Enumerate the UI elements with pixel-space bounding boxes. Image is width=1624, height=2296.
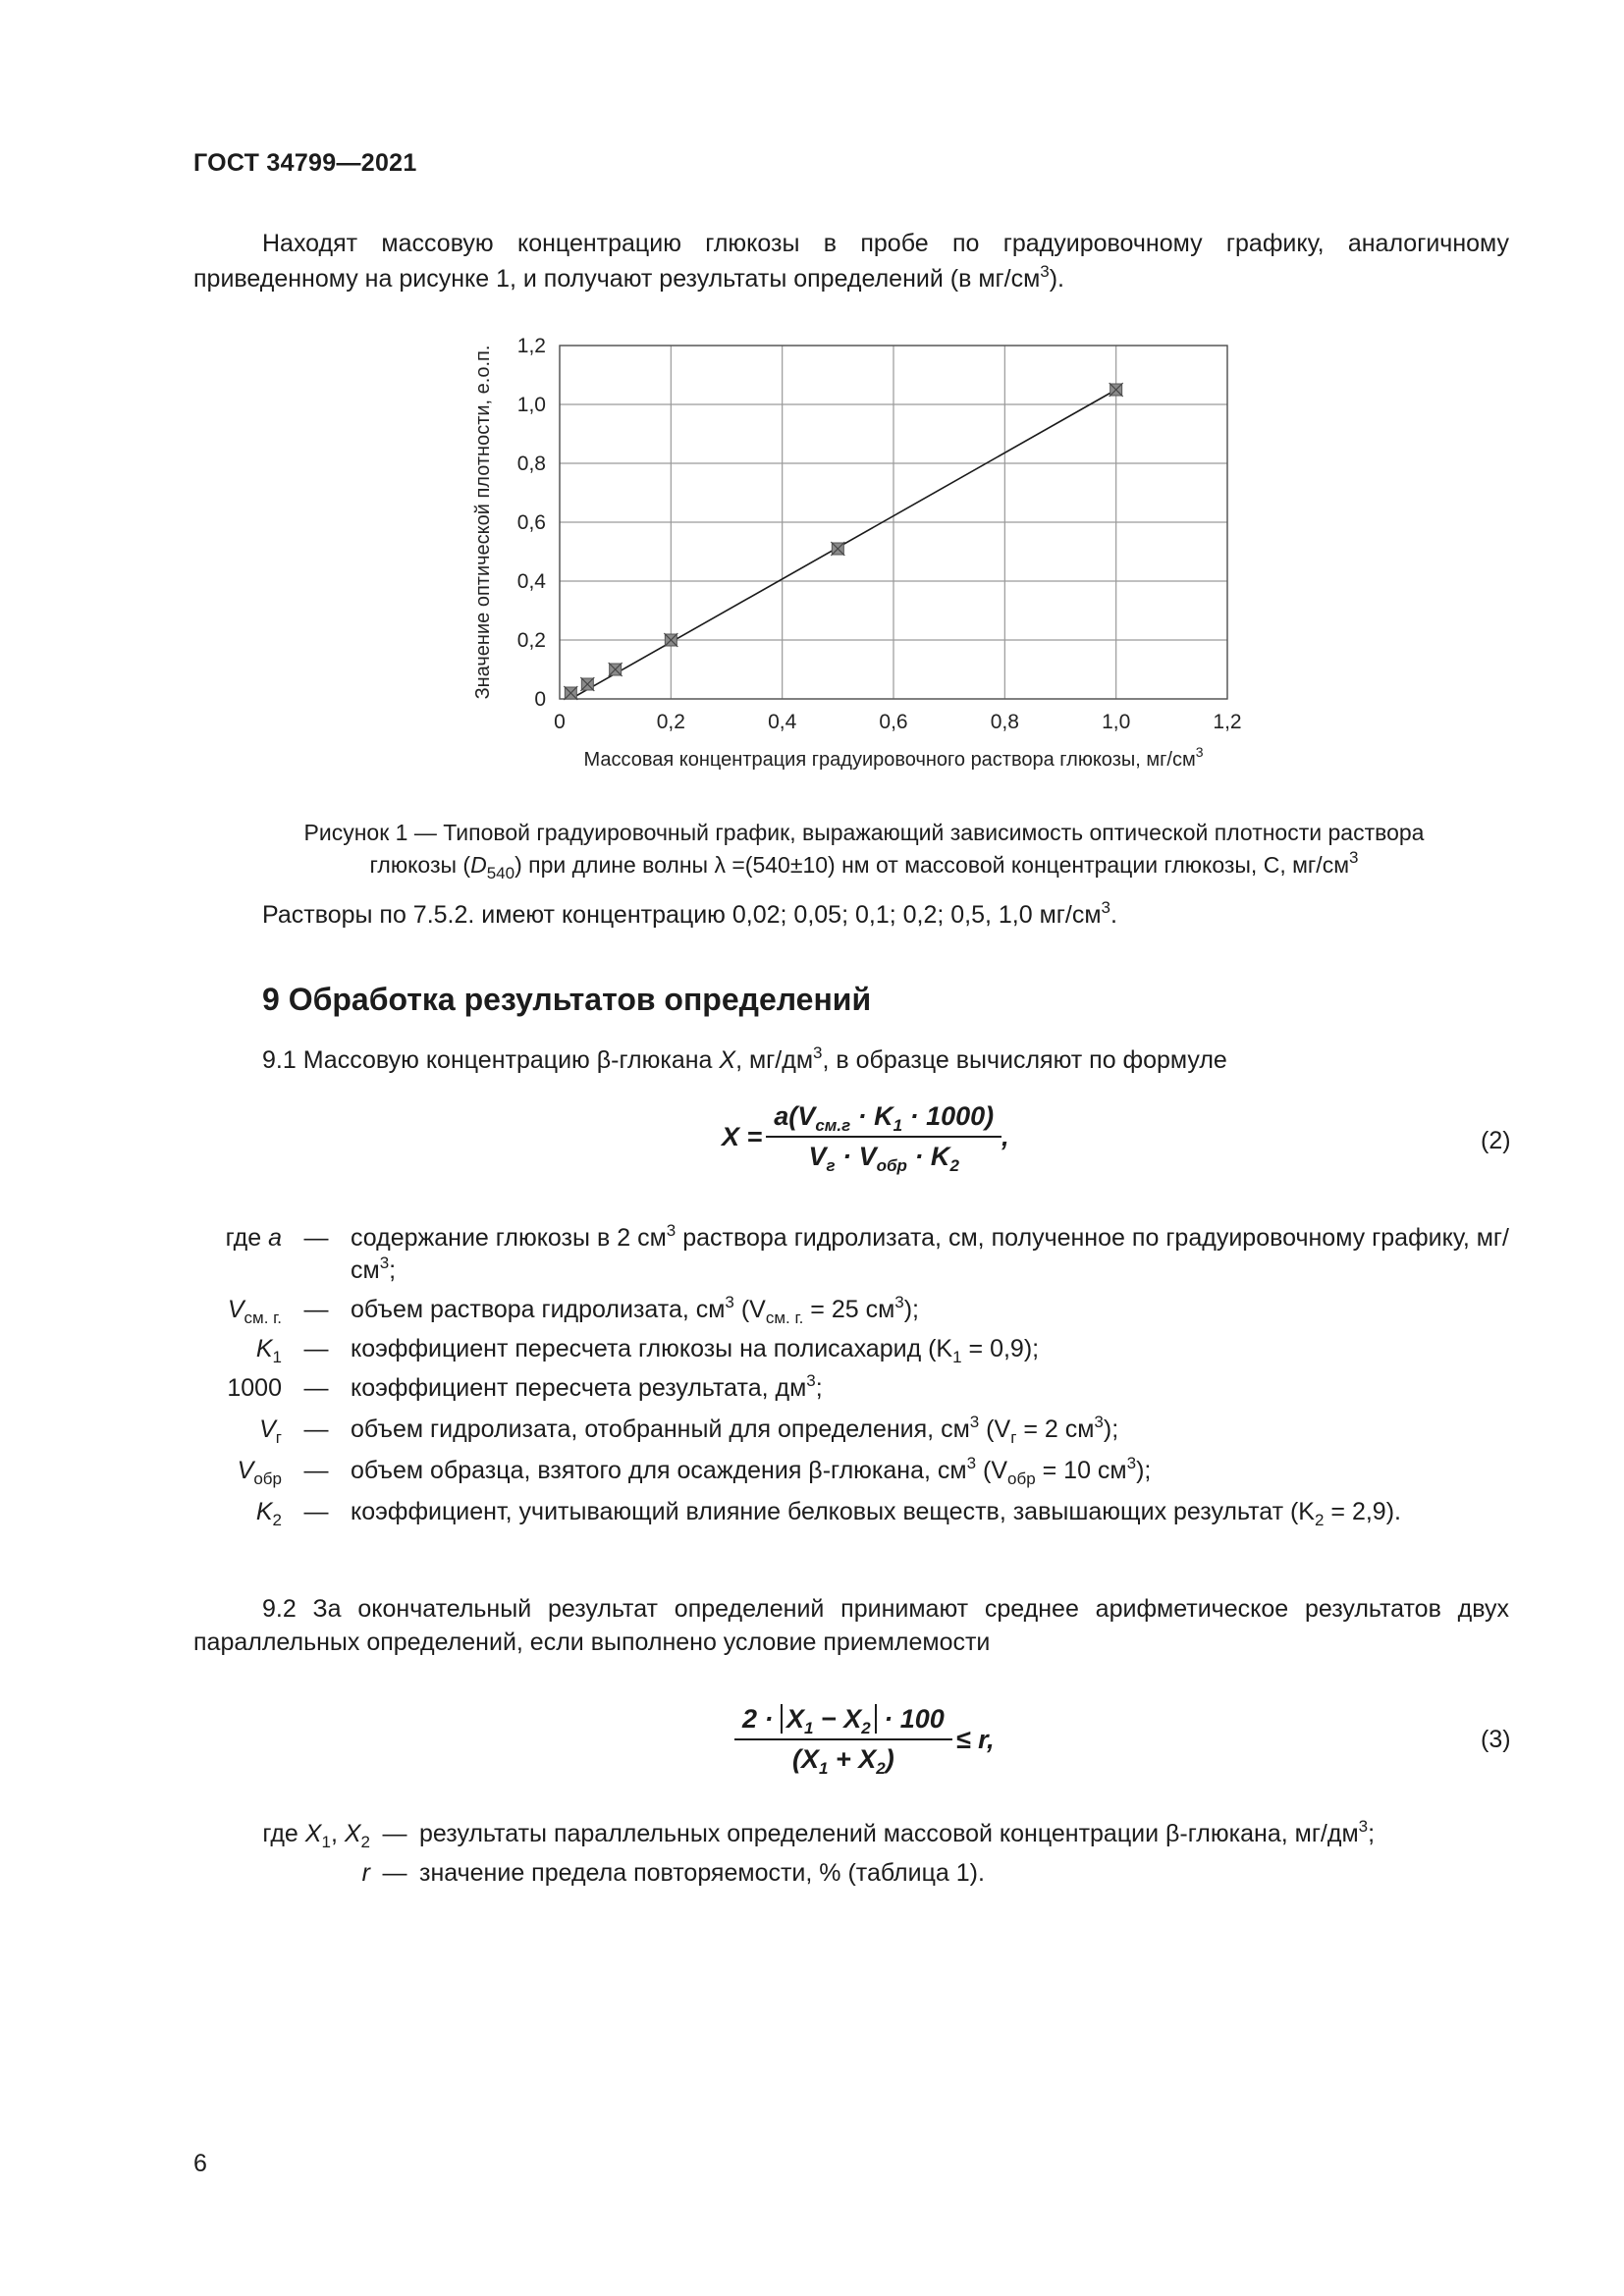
definition-row: $V_{см. г.}$ — объем раствора гидролизата, $см^3$ ($V_{см. г.} = 25$ $см^3$); — [227, 1293, 920, 1327]
y-axis-label: Значение оптической плотности, е.о.п. — [472, 345, 494, 700]
paragraph-9-1: 9.1 Массовую концентрацию β-глюкана X, $мг/дм^3$, в образце вычисляют по формуле — [262, 1043, 1227, 1074]
formula-2-fraction — [770, 1101, 998, 1175]
solutions-paragraph: Растворы по 7.5.2. имеют концентрацию 0,02; 0,05; 0,1; 0,2; 0,5, 1,0 $мг/см^3$. — [262, 898, 1117, 929]
section-title: 9 Обработка результатов определений — [262, 982, 872, 1017]
definition-row: где $X_1$, $X_2$ — результаты параллельных определений массовой концентрации β-глюкана, $мг/дм^3$; — [262, 1817, 1376, 1851]
document-header: ГОСТ 34799—2021 — [193, 149, 417, 177]
x-tick-label: 1,0 — [1102, 711, 1131, 733]
definition-row: $K_2$ — коэффициент, учитывающий влияние белковых веществ, завышающих результат $(K_2 = 2,9)$. — [255, 1498, 1401, 1529]
equation-number-2: (2) — [1481, 1127, 1511, 1154]
definition-row: $V_{обр}$ — объем образца, взятого для осаждения β-глюкана, $см^3$ ($V_{обр} = 10$ $см^3$); — [237, 1454, 1152, 1488]
intro-paragraph — [193, 226, 1509, 296]
y-tick-label: 0,4 — [516, 570, 546, 593]
intro-tail: ). — [1049, 265, 1065, 293]
definition-row: 1000 — коэффициент пересчета результата, $дм^3$; — [227, 1371, 823, 1402]
figure-caption — [236, 817, 1492, 881]
chart-grid — [560, 346, 1227, 699]
calibration-chart — [461, 324, 1267, 775]
x-tick-label: 1,2 — [1213, 711, 1242, 733]
data-point — [580, 677, 594, 691]
chart-ticks — [517, 335, 1242, 733]
formula-2-numerator: $a(V_{см.г} \cdot K_1 \cdot 1000)$ — [774, 1101, 995, 1135]
data-point — [1110, 383, 1123, 397]
x-tick-label: 0 — [554, 711, 566, 733]
formula-2-denominator: $V_г \cdot V_{обр} \cdot K_2$ — [766, 1136, 1001, 1172]
formula-3: $\frac{2 \cdot X_1 - X_2 \cdot 100}{(X_1 + X_2)}$ ≤ r, — [738, 1690, 995, 1789]
y-tick-label: 0,2 — [516, 629, 546, 652]
formula-3-numerator: $2 \cdot X_1 - X_2 \cdot 100$ — [742, 1704, 945, 1737]
definition-row: r — значение предела повторяемости, % (таблица 1). — [361, 1859, 985, 1887]
definition-row: $V_г$ — объем гидролизата, отобранный для определения, $см^3$ ($V_г = 2$ $см^3$); — [259, 1413, 1119, 1447]
definitions-formula-3 — [193, 1818, 1529, 1895]
definition-row: $K_1$ — коэффициент пересчета глюкозы на полисахарид $(K_1 = 0,9)$; — [255, 1335, 1040, 1366]
caption-line-2: глюкозы $(D_{540})$ при длине волны λ =(540±10) нм от массовой концентрации глюкозы, С, $мг/см^3$ — [369, 848, 1359, 882]
x-tick-label: 0,2 — [656, 711, 685, 733]
x-axis-label: Массовая концентрация градуировочного раствора глюкозы, $мг/см^3$ — [583, 744, 1204, 771]
y-tick-label: 1,0 — [516, 394, 546, 416]
paragraph-9-2: 9.2 За окончательный результат определений принимают среднее арифметическое результатов двух параллельных определений, если выполнено условие приемлемости — [193, 1595, 1509, 1656]
definition-row: где a — содержание глюкозы в 2 $см^3$ раствора гидролизата, см, полученное по градуировочному графику, $мг/см^3$; — [225, 1221, 1509, 1284]
formula-2-lhs: X = — [722, 1121, 763, 1151]
intro-sup: 3 — [1040, 262, 1050, 281]
y-tick-label: 1,2 — [516, 335, 546, 357]
caption-line-1: Рисунок 1 — Типовой градуировочный график, выражающий зависимость оптической плотности раствора — [303, 820, 1425, 845]
data-point — [664, 633, 677, 647]
formula-2: X = $a(V_{см.г} \cdot K_1 \cdot 1000)$ $V_г \cdot V_{обр} \cdot K_2$ , — [722, 1101, 1009, 1175]
y-tick-label: 0 — [534, 688, 546, 711]
y-tick-label: 0,6 — [516, 511, 546, 534]
intro-text: Находят массовую концентрацию глюкозы в пробе по градуировочному графику, аналогичному приведенному на рисунке 1, и получают результаты определений (в мг/см — [193, 230, 1509, 293]
x-tick-label: 0,8 — [990, 711, 1019, 733]
data-point — [564, 686, 577, 700]
data-point — [831, 542, 844, 556]
formula-3-denominator: $(X_1 + X_2)$ — [734, 1738, 952, 1775]
chart-series — [564, 383, 1122, 700]
y-tick-label: 0,8 — [516, 453, 546, 475]
x-tick-label: 0,4 — [768, 711, 797, 733]
page-number: 6 — [193, 2150, 207, 2177]
formula-3-fraction — [738, 1704, 948, 1778]
data-point — [609, 663, 623, 676]
equation-number-3: (3) — [1481, 1726, 1511, 1753]
x-tick-label: 0,6 — [879, 711, 908, 733]
